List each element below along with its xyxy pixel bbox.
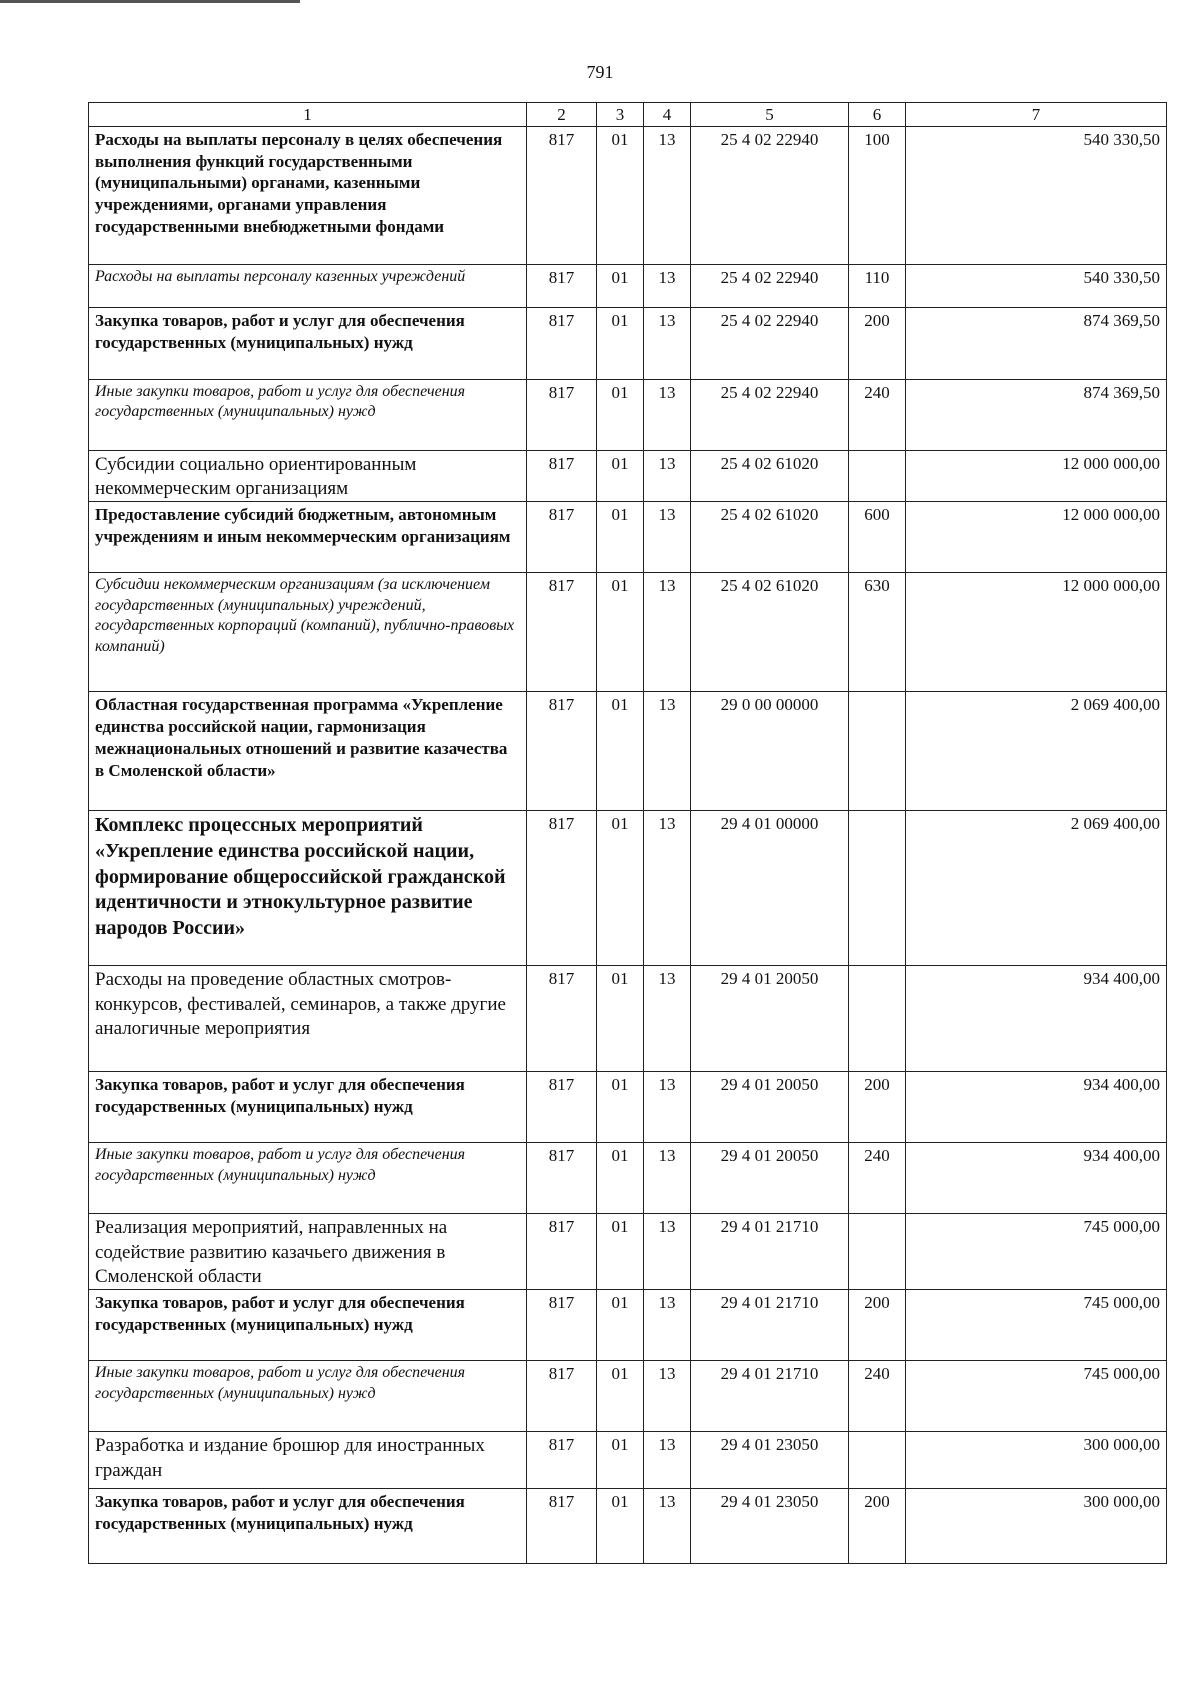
table-row <box>89 692 1167 811</box>
section-code-cell: 01 <box>597 692 644 811</box>
table-row <box>89 1489 1167 1564</box>
column-header: 5 <box>691 103 849 127</box>
subsection-code-cell: 13 <box>644 307 691 379</box>
row-name-cell: Закупка товаров, работ и услуг для обеспечения государственных (муниципальных) нужд <box>89 1290 527 1361</box>
amount-cell: 12 000 000,00 <box>906 502 1167 573</box>
subsection-code-cell: 13 <box>644 1489 691 1564</box>
section-code-cell: 01 <box>597 1290 644 1361</box>
subsection-code-cell: 13 <box>644 1290 691 1361</box>
expense-type-cell: 200 <box>849 1489 906 1564</box>
target-article-cell: 29 4 01 21710 <box>691 1290 849 1361</box>
target-article-cell: 25 4 02 22940 <box>691 307 849 379</box>
expense-type-cell: 200 <box>849 1290 906 1361</box>
table-header-row <box>89 103 1167 127</box>
row-name-cell: Расходы на выплаты персоналу казенных учреждений <box>89 264 527 307</box>
ministry-code-cell: 817 <box>527 1143 597 1214</box>
amount-cell: 934 400,00 <box>906 1143 1167 1214</box>
subsection-code-cell: 13 <box>644 1361 691 1432</box>
table-body <box>89 126 1167 1564</box>
ministry-code-cell: 817 <box>527 1432 597 1489</box>
amount-cell: 2 069 400,00 <box>906 692 1167 811</box>
target-article-cell: 29 4 01 23050 <box>691 1489 849 1564</box>
amount-cell: 540 330,50 <box>906 264 1167 307</box>
amount-cell: 300 000,00 <box>906 1432 1167 1489</box>
row-name-cell: Субсидии социально ориентированным некоммерческим организациям <box>89 450 527 502</box>
column-header: 7 <box>906 103 1167 127</box>
section-code-cell: 01 <box>597 573 644 692</box>
subsection-code-cell: 13 <box>644 1072 691 1143</box>
expense-type-cell: 100 <box>849 126 906 264</box>
ministry-code-cell: 817 <box>527 573 597 692</box>
column-header: 6 <box>849 103 906 127</box>
section-code-cell: 01 <box>597 307 644 379</box>
target-article-cell: 29 4 01 21710 <box>691 1361 849 1432</box>
expense-type-cell: 240 <box>849 379 906 450</box>
section-code-cell: 01 <box>597 1143 644 1214</box>
ministry-code-cell: 817 <box>527 692 597 811</box>
table-row <box>89 1432 1167 1489</box>
expense-type-cell: 240 <box>849 1143 906 1214</box>
section-code-cell: 01 <box>597 966 644 1072</box>
expense-type-cell: 600 <box>849 502 906 573</box>
amount-cell: 745 000,00 <box>906 1361 1167 1432</box>
row-name-cell: Предоставление субсидий бюджетным, автономным учреждениям и иным некоммерческим организациям <box>89 502 527 573</box>
row-name-cell: Закупка товаров, работ и услуг для обеспечения государственных (муниципальных) нужд <box>89 1072 527 1143</box>
target-article-cell: 29 4 01 20050 <box>691 1072 849 1143</box>
row-name-cell: Комплекс процессных мероприятий «Укрепление единства российской нации, формирование общероссийской гражданской идентичности и этнокультурное развитие народов России» <box>89 811 527 966</box>
ministry-code-cell: 817 <box>527 502 597 573</box>
subsection-code-cell: 13 <box>644 502 691 573</box>
section-code-cell: 01 <box>597 1072 644 1143</box>
expense-type-cell <box>849 811 906 966</box>
row-name-cell: Реализация мероприятий, направленных на содействие развитию казачьего движения в Смоленской области <box>89 1214 527 1290</box>
subsection-code-cell: 13 <box>644 692 691 811</box>
ministry-code-cell: 817 <box>527 1214 597 1290</box>
target-article-cell: 25 4 02 22940 <box>691 264 849 307</box>
subsection-code-cell: 13 <box>644 966 691 1072</box>
target-article-cell: 25 4 02 22940 <box>691 379 849 450</box>
section-code-cell: 01 <box>597 379 644 450</box>
expense-type-cell: 200 <box>849 1072 906 1143</box>
amount-cell: 934 400,00 <box>906 1072 1167 1143</box>
row-name-cell: Расходы на проведение областных смотров-конкурсов, фестивалей, семинаров, а также другие аналогичные мероприятия <box>89 966 527 1072</box>
target-article-cell: 29 4 01 23050 <box>691 1432 849 1489</box>
subsection-code-cell: 13 <box>644 126 691 264</box>
expense-type-cell: 110 <box>849 264 906 307</box>
section-code-cell: 01 <box>597 1214 644 1290</box>
table-row <box>89 1290 1167 1361</box>
amount-cell: 12 000 000,00 <box>906 450 1167 502</box>
section-code-cell: 01 <box>597 811 644 966</box>
amount-cell: 745 000,00 <box>906 1290 1167 1361</box>
row-name-cell: Разработка и издание брошюр для иностранных граждан <box>89 1432 527 1489</box>
ministry-code-cell: 817 <box>527 1489 597 1564</box>
table-row <box>89 1361 1167 1432</box>
table-row <box>89 379 1167 450</box>
row-name-cell: Расходы на выплаты персоналу в целях обеспечения выполнения функций государственными (муниципальными) органами, казенными учреждениями, органами управления государственными внебюджетными фондами <box>89 126 527 264</box>
amount-cell: 2 069 400,00 <box>906 811 1167 966</box>
subsection-code-cell: 13 <box>644 450 691 502</box>
section-code-cell: 01 <box>597 1489 644 1564</box>
row-name-cell: Иные закупки товаров, работ и услуг для обеспечения государственных (муниципальных) нужд <box>89 1361 527 1432</box>
amount-cell: 540 330,50 <box>906 126 1167 264</box>
table-row <box>89 573 1167 692</box>
table-row <box>89 307 1167 379</box>
target-article-cell: 25 4 02 22940 <box>691 126 849 264</box>
table-row <box>89 966 1167 1072</box>
section-code-cell: 01 <box>597 502 644 573</box>
amount-cell: 12 000 000,00 <box>906 573 1167 692</box>
ministry-code-cell: 817 <box>527 811 597 966</box>
section-code-cell: 01 <box>597 264 644 307</box>
ministry-code-cell: 817 <box>527 1072 597 1143</box>
row-name-cell: Закупка товаров, работ и услуг для обеспечения государственных (муниципальных) нужд <box>89 307 527 379</box>
ministry-code-cell: 817 <box>527 966 597 1072</box>
scan-edge-mark <box>0 0 300 3</box>
subsection-code-cell: 13 <box>644 811 691 966</box>
target-article-cell: 29 0 00 00000 <box>691 692 849 811</box>
column-header: 1 <box>89 103 527 127</box>
table-row <box>89 1072 1167 1143</box>
row-name-cell: Закупка товаров, работ и услуг для обеспечения государственных (муниципальных) нужд <box>89 1489 527 1564</box>
subsection-code-cell: 13 <box>644 264 691 307</box>
table-row <box>89 264 1167 307</box>
target-article-cell: 29 4 01 20050 <box>691 966 849 1072</box>
target-article-cell: 25 4 02 61020 <box>691 573 849 692</box>
expense-type-cell: 200 <box>849 307 906 379</box>
expense-type-cell <box>849 450 906 502</box>
subsection-code-cell: 13 <box>644 379 691 450</box>
ministry-code-cell: 817 <box>527 126 597 264</box>
subsection-code-cell: 13 <box>644 573 691 692</box>
budget-table <box>88 102 1167 1564</box>
expense-type-cell: 240 <box>849 1361 906 1432</box>
target-article-cell: 25 4 02 61020 <box>691 502 849 573</box>
section-code-cell: 01 <box>597 1361 644 1432</box>
amount-cell: 874 369,50 <box>906 307 1167 379</box>
expense-type-cell <box>849 692 906 811</box>
table-row <box>89 1143 1167 1214</box>
table-row <box>89 1214 1167 1290</box>
ministry-code-cell: 817 <box>527 307 597 379</box>
target-article-cell: 29 4 01 20050 <box>691 1143 849 1214</box>
expense-type-cell: 630 <box>849 573 906 692</box>
page-number: 791 <box>586 62 614 82</box>
target-article-cell: 29 4 01 21710 <box>691 1214 849 1290</box>
section-code-cell: 01 <box>597 1432 644 1489</box>
column-header: 2 <box>527 103 597 127</box>
expense-type-cell <box>849 1432 906 1489</box>
column-header: 4 <box>644 103 691 127</box>
amount-cell: 874 369,50 <box>906 379 1167 450</box>
row-name-cell: Иные закупки товаров, работ и услуг для обеспечения государственных (муниципальных) нужд <box>89 379 527 450</box>
ministry-code-cell: 817 <box>527 1361 597 1432</box>
ministry-code-cell: 817 <box>527 450 597 502</box>
subsection-code-cell: 13 <box>644 1214 691 1290</box>
amount-cell: 745 000,00 <box>906 1214 1167 1290</box>
ministry-code-cell: 817 <box>527 264 597 307</box>
ministry-code-cell: 817 <box>527 1290 597 1361</box>
amount-cell: 300 000,00 <box>906 1489 1167 1564</box>
table-row <box>89 811 1167 966</box>
table-row <box>89 126 1167 264</box>
target-article-cell: 29 4 01 00000 <box>691 811 849 966</box>
expense-type-cell <box>849 1214 906 1290</box>
expense-type-cell <box>849 966 906 1072</box>
amount-cell: 934 400,00 <box>906 966 1167 1072</box>
table-row <box>89 502 1167 573</box>
column-header: 3 <box>597 103 644 127</box>
subsection-code-cell: 13 <box>644 1143 691 1214</box>
section-code-cell: 01 <box>597 450 644 502</box>
subsection-code-cell: 13 <box>644 1432 691 1489</box>
table-row <box>89 450 1167 502</box>
ministry-code-cell: 817 <box>527 379 597 450</box>
section-code-cell: 01 <box>597 126 644 264</box>
row-name-cell: Субсидии некоммерческим организациям (за исключением государственных (муниципальных) учреждений, государственных корпораций (компаний), публично-правовых компаний) <box>89 573 527 692</box>
row-name-cell: Областная государственная программа «Укрепление единства российской нации, гармонизация межнациональных отношений и развитие казачества в Смоленской области» <box>89 692 527 811</box>
row-name-cell: Иные закупки товаров, работ и услуг для обеспечения государственных (муниципальных) нужд <box>89 1143 527 1214</box>
target-article-cell: 25 4 02 61020 <box>691 450 849 502</box>
